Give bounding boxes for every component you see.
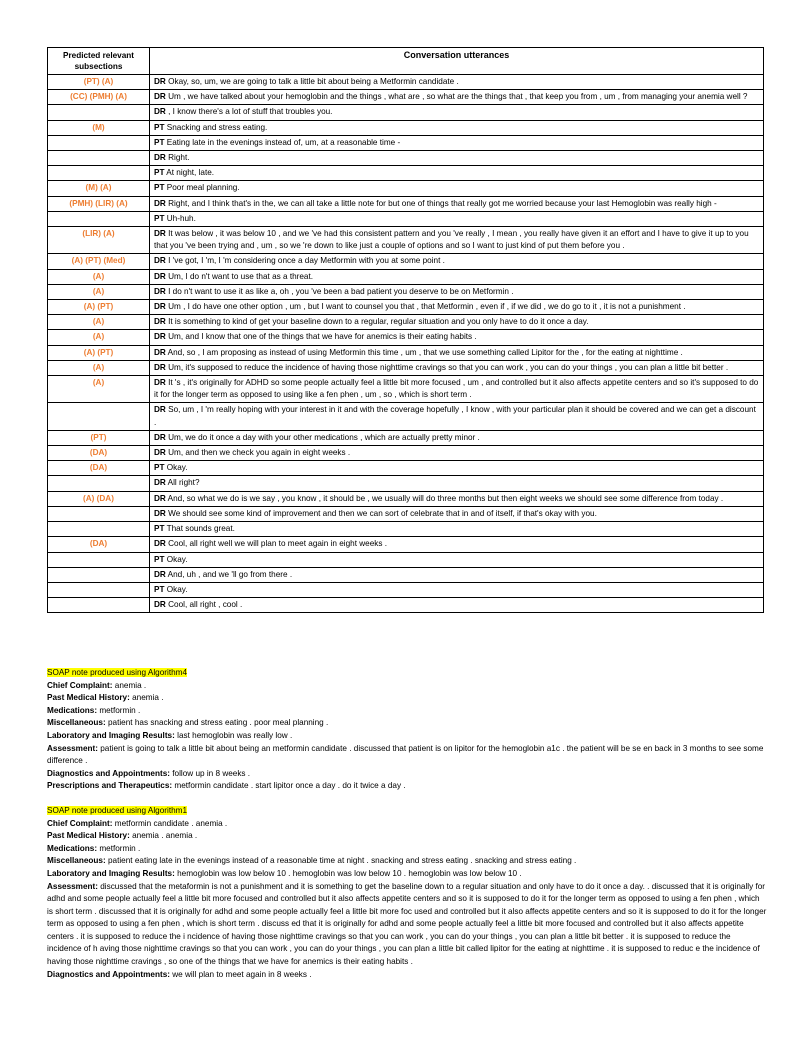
note-line-text: metformin candidate . anemia .	[114, 818, 228, 828]
utterance-text: It was below , it was below 10 , and we 've had this consistent pattern and you 've really , I mean , you really have given it an effort and I have to give it up to you that you 've been trying and , um , so we 're down to like just a couple of options and so I want to just kind of put them before you .	[154, 229, 749, 251]
subsection-tag: (LIR) (A)	[48, 227, 150, 254]
soap-note-algorithm4	[47, 667, 767, 793]
note-lines	[47, 680, 767, 793]
note-line	[47, 717, 767, 730]
table-row	[48, 181, 764, 196]
table-row	[48, 196, 764, 211]
table-row	[48, 151, 764, 166]
note-line-text: patient is going to talk a little bit about being an metformin candidate . discussed that patient is on lipitor for the hemoglobin a1c . the patient will be se en back in 3 months to see some difference .	[47, 743, 764, 766]
soap-notes	[47, 667, 767, 981]
utterance-text: Uh-huh.	[166, 213, 196, 223]
utterance-text: That sounds great.	[166, 524, 235, 534]
utterance-text: And, uh , and we 'll go from there .	[167, 569, 293, 579]
speaker-label: PT	[154, 524, 165, 534]
note-line-label: Miscellaneous:	[47, 718, 106, 728]
speaker-label: DR	[154, 271, 166, 281]
utterance-text: Um, we do it once a day with your other medications , which are actually pretty minor .	[168, 432, 480, 442]
table-row	[48, 461, 764, 476]
note-title-algorithm4: SOAP note produced using Algorithm4	[47, 668, 188, 677]
utterance-text: Okay, so, um, we are going to talk a little bit about being a Metformin candidate .	[168, 77, 459, 86]
note-line	[47, 881, 767, 969]
speaker-label: DR	[154, 539, 166, 549]
table-row	[48, 446, 764, 461]
utterance-cell	[150, 181, 764, 196]
subsection-tag	[48, 567, 150, 582]
utterance-cell	[150, 120, 764, 135]
note-line-label: Past Medical History:	[47, 831, 130, 841]
speaker-label: DR	[154, 332, 166, 342]
table-row	[48, 211, 764, 226]
note-line-text: we will plan to meet again in 8 weeks .	[172, 969, 312, 979]
speaker-label: DR	[154, 569, 166, 579]
utterance-cell	[150, 403, 764, 430]
note-line	[47, 768, 767, 781]
utterance-text: And, so what we do is we say , you know , it should be , we usually will do three months but then eight weeks we should see some difference from today .	[167, 493, 724, 503]
speaker-label: DR	[154, 317, 166, 327]
speaker-label: DR	[154, 347, 166, 357]
speaker-label: DR	[154, 493, 166, 503]
note-line-label: Assessment:	[47, 743, 98, 753]
speaker-label: PT	[154, 137, 165, 147]
utterance-text: I 've got, I 'm, I 'm considering once a day Metformin with you at some point .	[168, 256, 445, 266]
utterance-text: Okay.	[166, 554, 188, 564]
utterance-text: It is something to kind of get your baseline down to a regular, regular situation and you only have to do it once a day.	[168, 317, 589, 327]
utterance-text: Um , I do have one other option , um , but I want to counsel you that , that Metformin , even if , if we did , we do go to it , it is not a punishment .	[168, 302, 686, 312]
subsection-tag	[48, 506, 150, 521]
note-line	[47, 743, 767, 768]
utterance-cell	[150, 537, 764, 552]
utterance-text: Eating late in the evenings instead of, um, at a reasonable time -	[166, 137, 401, 147]
utterance-cell	[150, 446, 764, 461]
note-title-algorithm1: SOAP note produced using Algorithm1	[47, 805, 188, 815]
utterance-text: Um, and I know that one of the things that we have for anemics is their eating habits .	[168, 332, 477, 342]
table-header-row	[48, 48, 764, 75]
utterance-text: Cool, all right , cool .	[168, 600, 243, 610]
note-line-text: anemia .	[132, 693, 164, 703]
speaker-label: DR	[154, 378, 166, 388]
speaker-label: DR	[154, 92, 166, 102]
note-lines	[47, 818, 767, 982]
note-line	[47, 868, 767, 881]
utterance-text: At night, late.	[166, 168, 215, 178]
table-row	[48, 90, 764, 105]
utterance-cell	[150, 254, 764, 269]
subsection-tag	[48, 211, 150, 226]
speaker-label: PT	[154, 554, 165, 564]
utterance-text: It 's , it's originally for ADHD so some people actually feel a little bit more focused , um , and controlled but it also affects appetite centers and so it's supposed to do it for the longer term as opposed to using like a fen phen , um , so , which is short term .	[154, 378, 759, 400]
table-row	[48, 552, 764, 567]
table-row	[48, 522, 764, 537]
subsection-tag	[48, 582, 150, 597]
utterance-cell	[150, 227, 764, 254]
utterance-text: Right.	[168, 153, 190, 163]
table-row	[48, 376, 764, 403]
utterance-text: I do n't want to use it as like a, oh , you 've been a bad patient you deserve to be on Metformin .	[168, 286, 514, 296]
note-line	[47, 780, 767, 793]
subsection-tag: (M) (A)	[48, 181, 150, 196]
table-row	[48, 360, 764, 375]
note-line-text: follow up in 8 weeks .	[172, 768, 251, 778]
note-line	[47, 680, 767, 693]
note-line-label: Chief Complaint:	[47, 680, 113, 690]
table-row	[48, 269, 764, 284]
table-row	[48, 476, 764, 491]
utterance-cell	[150, 430, 764, 445]
subsection-tag	[48, 403, 150, 430]
utterance-cell	[150, 567, 764, 582]
utterance-cell	[150, 522, 764, 537]
speaker-label: DR	[154, 405, 166, 415]
note-line-text: discussed that the metaformin is not a punishment and it is something to get the baseline down to a regular situation and only have to do it once a day. . discussed that it is originally for adhd and some people actually feel a little bit more focused and controlled but it also affects appetite centers and so it is supposed to do it for the longer term as opposed to using a fen phen , which is short term . discussed that it is originally for adhd and some people actually feel a little bit more foc used and controlled but it also affects appetite centers and so it is supposed to do it for the longer term as opposed to using a fen phen , which is short term . discuss ed that it is originally for adhd and some people actually feel a little bit more focused and controlled but it also affects appetite centers . it is supposed to reduce the i ncidence of having those nighttime cravings so that you can work , you can do your things , you can plan a little bit better . it is supposed to reduce the incidence of h aving those nighttime cravings so that you can work , you can do your things , you can plan a little bit called lipitor for the eating at nighttime . it is supposed to reduc e the incidence of having those nighttime cravings , so one of the things that we have for anemics is their eating habits .	[47, 881, 767, 967]
subsection-tag	[48, 522, 150, 537]
speaker-label: DR	[154, 107, 166, 117]
note-line	[47, 692, 767, 705]
subsection-tag: (PMH) (LIR) (A)	[48, 196, 150, 211]
table-row	[48, 105, 764, 120]
subsection-tag: (DA)	[48, 446, 150, 461]
utterance-text: We should see some kind of improvement and then we can sort of celebrate that in and of itself, if that's okay with you.	[168, 508, 597, 518]
note-line-label: Laboratory and Imaging Results:	[47, 730, 175, 740]
utterance-cell	[150, 211, 764, 226]
conversation-table-body	[48, 75, 764, 613]
speaker-label: DR	[154, 362, 166, 372]
utterance-text: Um, and then we check you again in eight weeks .	[168, 448, 351, 458]
table-row	[48, 506, 764, 521]
utterance-text: , I know there's a lot of stuff that troubles you.	[168, 107, 333, 117]
utterance-cell	[150, 166, 764, 181]
utterance-cell	[150, 461, 764, 476]
table-row	[48, 284, 764, 299]
table-row	[48, 75, 764, 90]
subsection-tag	[48, 151, 150, 166]
table-row	[48, 582, 764, 597]
note-line-text: anemia .	[114, 680, 147, 690]
note-line	[47, 730, 767, 743]
speaker-label: PT	[154, 183, 165, 193]
subsection-tag: (A)	[48, 376, 150, 403]
utterance-text: And, so , I am proposing as instead of using Metformin this time , um , that we use something called Lipitor for the , for the eating at nighttime .	[167, 347, 683, 357]
utterance-cell	[150, 151, 764, 166]
utterance-text: Right, and I think that's in the, we can all take a little note for but one of things that really got me worried because your last Hemoglobin was really high -	[168, 198, 717, 208]
subsection-tag: (A)	[48, 315, 150, 330]
note-line-label: Medications:	[47, 705, 98, 715]
speaker-label: DR	[154, 432, 166, 442]
subsection-tag: (DA)	[48, 537, 150, 552]
soap-note-algorithm1	[47, 805, 767, 981]
subsection-tag: (CC) (PMH) (A)	[48, 90, 150, 105]
table-row	[48, 227, 764, 254]
note-line-label: Assessment:	[47, 881, 98, 891]
note-line-text: last hemoglobin was really low .	[177, 730, 293, 740]
speaker-label: DR	[154, 286, 166, 296]
utterance-text: Snacking and stress eating.	[166, 122, 268, 132]
note-line-text: patient has snacking and stress eating . poor meal planning .	[107, 718, 329, 728]
subsection-tag: (A) (PT) (Med)	[48, 254, 150, 269]
note-line-text: anemia . anemia .	[132, 831, 198, 841]
note-line	[47, 855, 767, 868]
note-line-label: Chief Complaint:	[47, 818, 113, 828]
speaker-label: PT	[154, 122, 165, 132]
utterance-cell	[150, 345, 764, 360]
subsection-tag: (M)	[48, 120, 150, 135]
utterance-text: Okay.	[166, 584, 188, 594]
utterance-cell	[150, 582, 764, 597]
note-line-text: metformin .	[99, 705, 141, 715]
table-row	[48, 537, 764, 552]
utterance-text: So, um , I 'm really hoping with your interest in it and with the coverage hopefully , I know , with your particular plan it should be covered and we can get a discount .	[154, 405, 756, 427]
utterance-cell	[150, 552, 764, 567]
subsection-tag: (A)	[48, 284, 150, 299]
conversation-table	[47, 47, 764, 613]
note-line	[47, 969, 767, 982]
utterance-cell	[150, 376, 764, 403]
table-row	[48, 135, 764, 150]
table-row	[48, 254, 764, 269]
table-row	[48, 330, 764, 345]
speaker-label: PT	[154, 168, 165, 178]
subsection-tag: (A)	[48, 360, 150, 375]
table-row	[48, 567, 764, 582]
speaker-label: PT	[154, 463, 165, 473]
header-conversation-utterances: Conversation utterances	[150, 48, 764, 75]
speaker-label: DR	[154, 508, 166, 518]
subsection-tag	[48, 105, 150, 120]
subsection-tag: (A)	[48, 330, 150, 345]
utterance-cell	[150, 75, 764, 90]
subsection-tag	[48, 135, 150, 150]
subsection-tag	[48, 166, 150, 181]
speaker-label: DR	[154, 478, 166, 488]
speaker-label: DR	[154, 302, 166, 312]
subsection-tag: (DA)	[48, 461, 150, 476]
table-row	[48, 598, 764, 613]
note-line-text: metformin candidate . start lipitor once a day . do it twice a day .	[174, 781, 406, 791]
utterance-cell	[150, 598, 764, 613]
table-row	[48, 430, 764, 445]
utterance-text: Poor meal planning.	[166, 183, 240, 193]
subsection-tag: (A) (DA)	[48, 491, 150, 506]
utterance-cell	[150, 360, 764, 375]
note-line-label: Diagnostics and Appointments:	[47, 768, 170, 778]
speaker-label: DR	[154, 77, 166, 86]
note-line-text: patient eating late in the evenings instead of a reasonable time at night . snacking and stress eating . snacking and stress eating .	[107, 856, 577, 866]
utterance-cell	[150, 90, 764, 105]
subsection-tag	[48, 552, 150, 567]
utterance-cell	[150, 491, 764, 506]
note-line-text: hemoglobin was low below 10 . hemoglobin was low below 10 . hemoglobin was low below 10 .	[177, 868, 522, 878]
note-line-label: Medications:	[47, 843, 98, 853]
subsection-tag: (A) (PT)	[48, 300, 150, 315]
note-line-label: Diagnostics and Appointments:	[47, 969, 170, 979]
note-line-text: metformin .	[99, 843, 141, 853]
note-line-label: Miscellaneous:	[47, 856, 106, 866]
table-row	[48, 300, 764, 315]
utterance-cell	[150, 135, 764, 150]
table-row	[48, 120, 764, 135]
subsection-tag	[48, 476, 150, 491]
utterance-text: Um, it's supposed to reduce the incidence of having those nighttime cravings so that you can work , you can do your things , you can plan a little bit better .	[168, 362, 729, 372]
speaker-label: DR	[154, 198, 166, 208]
note-line-label: Past Medical History:	[47, 693, 130, 703]
subsection-tag	[48, 598, 150, 613]
utterance-cell	[150, 330, 764, 345]
table-row	[48, 345, 764, 360]
speaker-label: PT	[154, 584, 165, 594]
speaker-label: DR	[154, 229, 166, 239]
utterance-cell	[150, 300, 764, 315]
utterance-text: Um , we have talked about your hemoglobin and the things , what are , so what are the things that , that keep you from , um , from managing your anemia well ?	[168, 92, 748, 102]
utterance-text: Cool, all right well we will plan to meet again in eight weeks .	[168, 539, 388, 549]
utterance-cell	[150, 476, 764, 491]
speaker-label: DR	[154, 448, 166, 458]
table-row	[48, 491, 764, 506]
speaker-label: PT	[154, 213, 165, 223]
utterance-text: All right?	[167, 478, 200, 488]
utterance-cell	[150, 284, 764, 299]
note-line-label: Laboratory and Imaging Results:	[47, 868, 175, 878]
note-line	[47, 843, 767, 856]
subsection-tag: (PT) (A)	[48, 75, 150, 90]
note-line-label: Prescriptions and Therapeutics:	[47, 781, 173, 791]
utterance-cell	[150, 105, 764, 120]
note-line	[47, 830, 767, 843]
utterance-text: Okay.	[166, 463, 188, 473]
note-line	[47, 818, 767, 831]
utterance-cell	[150, 196, 764, 211]
speaker-label: DR	[154, 153, 166, 163]
utterance-cell	[150, 315, 764, 330]
utterance-cell	[150, 506, 764, 521]
note-line	[47, 705, 767, 718]
utterance-text: Um, I do n't want to use that as a threat.	[168, 271, 314, 281]
speaker-label: DR	[154, 256, 166, 266]
subsection-tag: (A) (PT)	[48, 345, 150, 360]
utterance-cell	[150, 269, 764, 284]
subsection-tag: (PT)	[48, 430, 150, 445]
speaker-label: DR	[154, 600, 166, 610]
table-row	[48, 166, 764, 181]
header-predicted-subsections: Predicted relevant subsections	[48, 48, 150, 75]
subsection-tag: (A)	[48, 269, 150, 284]
table-row	[48, 403, 764, 430]
table-row	[48, 315, 764, 330]
